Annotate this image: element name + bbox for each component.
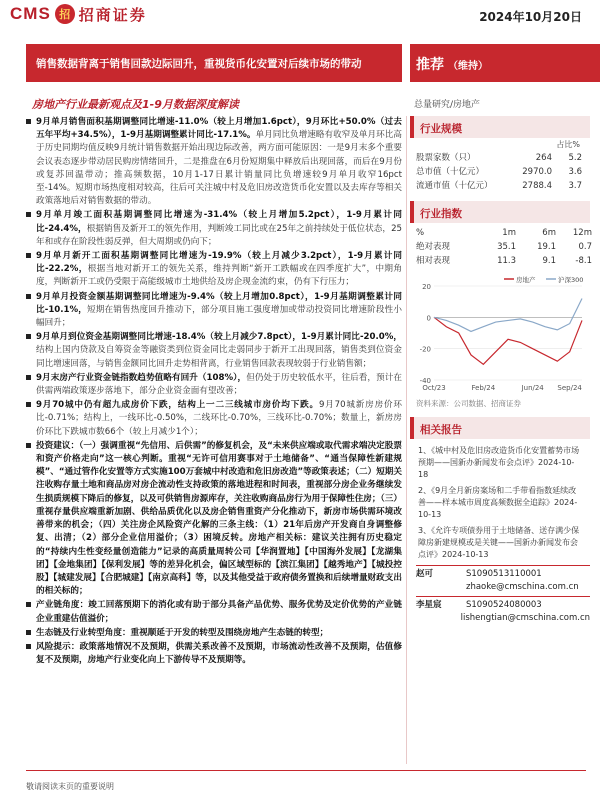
scale-pct: 5.2 [568, 153, 582, 163]
scale-pct: 3.6 [568, 167, 582, 177]
paragraph-body: 短期在销售热度回升推动下，部分项目施工强度增加或带动投资同比增速阶段性小幅回升； [36, 304, 402, 329]
paragraph-lead: 产业链角度：竣工回落预期下的消化或有助于部分具备产品优势、服务优势及定价优势的产业链企业重建估值溢价； [36, 600, 402, 624]
chart-x-tick-label: Feb/24 [471, 384, 496, 392]
bullet-paragraph [26, 291, 402, 331]
related-report-item[interactable]: 3、《允许专项债券用于土地储备、送存满少保障房新建规模或是关键——国新办新闻发布会点评》2024-10-13 [418, 526, 580, 559]
bullet-icon [26, 294, 31, 299]
bullet-icon [26, 334, 31, 339]
paragraph-lead: 9月单月销售面积基期调整同比增速-11.0%（较上月增加1.6pct），9月环比+50.0%（过去五年平均+34.5%），1-9月基期调整累计同比-17.1%。 [36, 117, 402, 141]
bullet-icon [26, 644, 31, 649]
analyst-name: 赵可 [416, 569, 434, 579]
scale-value: 2970.0 [522, 167, 552, 177]
index-v3: -8.1 [575, 256, 592, 266]
scale-label: 流通市值（十亿元） [416, 181, 493, 191]
scale-value: 2788.4 [522, 181, 552, 191]
paragraph-lead: 9月单月到位资金基期调整同比增速-18.4%（较上月减少7.8pct），1-9月累计同比-20.0%， [36, 332, 402, 343]
industry-scale-heading: 行业规模 [410, 116, 590, 138]
paragraph-lead: 9月单月竣工面积基期调整同比增速为-31.4%（较上月增加5.2pct），1-9月累计同比-24.4%， [36, 210, 402, 234]
analyst-email-row [416, 581, 590, 594]
bullet-icon [26, 212, 31, 217]
bullet-paragraph [26, 372, 402, 398]
headline: 销售数据背离于销售回款边际回升，重视货币化安置对后续市场的带动 [26, 44, 402, 82]
index-header-unit: % [416, 228, 425, 238]
index-chart [410, 272, 590, 396]
index-header-6m: 6m [542, 228, 556, 238]
scale-col-header: 占比% [556, 140, 580, 149]
scale-value: 264 [535, 153, 552, 163]
related-report-item[interactable]: 2、《9月全月新房案场和二手带看指数延续改善——样本城市周度高频数据全追踪》2024-10-13 [418, 486, 578, 519]
analyst-spacer [416, 612, 461, 625]
rating-box [410, 44, 600, 82]
chart-y-tick-label: 20 [422, 283, 431, 291]
bullet-paragraph [26, 209, 402, 249]
bullet-paragraph [26, 399, 402, 439]
rating: 推荐 [416, 57, 444, 73]
bullet-icon [26, 443, 31, 448]
headline-banner [0, 44, 600, 82]
paragraph-lead: 风险提示：政策落地情况不及预期，供需关系改善不及预期，市场流动性改善不及预期，估值修复不及预期，房地产行业变化向上下游传导不及预期等。 [36, 641, 402, 666]
paragraph-lead: 生态链及行业转型角度：重视顺延于开发的转型及围绕房地产生态链的转型； [36, 627, 329, 638]
analyst-spacer [416, 581, 466, 594]
footer-note: 敬请阅读末页的重要说明 [26, 782, 114, 791]
index-row [410, 254, 590, 268]
chart-y-tick-label: 0 [426, 314, 431, 323]
paragraph-body: 结构上国内贷款及自筹资金等融资类到位资金同比走弱同步于新开工出现回落，销售类到位资金同比增速回落，与销售金额同比回升走势相背离，行业销售回款表现较弱于行业销售额； [36, 345, 402, 369]
company-logo [10, 2, 147, 26]
bullet-icon [26, 402, 31, 407]
related-reports-heading: 相关报告 [410, 417, 590, 439]
index-label: 相对表现 [416, 256, 451, 266]
index-v2: 19.1 [537, 242, 556, 252]
analyst-email[interactable]: lishengtian@cmschina.com.cn [460, 613, 590, 623]
paragraph-body: 单月同比负增速略有收窄及单月环比高于历史同期均值反映9月统计销售数据开始出现边际改善，两方面可能原因：一是9月末多个重要会议表态逐步带动居民购房情绪回升，二是推盘在6月份短期集中释放后出现回落，而后在9月份或复苏回温带动；推高频数据，10月1-17日累计销量同比负增速较9月单月收窄16pct至-14%。短期市场热度相对较高，往后可关注城中村及危旧房改造货币化安置以及去库存等相关政策落地后对销售数据的带动。 [36, 130, 402, 207]
bullet-icon [26, 253, 31, 258]
bullet-paragraph [26, 331, 402, 371]
index-header-row [410, 226, 590, 240]
chart-legend-label: 房地产 [516, 276, 536, 284]
paragraph-lead: 9月单月新开工面积基期调整同比增速为-19.9%（较上月减少3.2pct），1-9月累计同比-22.2%， [36, 251, 402, 275]
scale-row [410, 165, 590, 179]
analyst-email-row [416, 612, 590, 625]
related-report-item[interactable]: 1、《城中村及危旧房改造货币化安置蓄势市场预期——国新办新闻发布会点评》2024-10-18 [418, 446, 580, 479]
index-v2: 9.1 [542, 256, 556, 266]
analyst-divider [416, 565, 590, 566]
logo-seal-icon: 招 [55, 4, 75, 24]
analyst-row [416, 568, 590, 581]
paragraph-body: 根据销售及新开工的领先作用，判断竣工同比或在25年之前持续处于低位状态，25年和或存在阶段性弱反弹，但大周期或仍向下； [36, 223, 402, 247]
analyst-name: 李星宸 [416, 600, 442, 610]
chart-source: 资料来源：公司数据、招商证券 [416, 399, 521, 408]
index-v1: 11.3 [497, 256, 516, 266]
analyst-row [416, 599, 590, 612]
bullet-paragraph [26, 641, 402, 667]
bullet-paragraph [26, 627, 402, 640]
index-header-1m: 1m [502, 228, 516, 238]
footer-divider [26, 770, 586, 771]
bullet-icon [26, 602, 31, 607]
analyst-id: S1090513110001 [466, 569, 542, 579]
bullet-paragraph [26, 440, 402, 598]
logo-latin: CMS [10, 4, 51, 23]
scale-label: 股票家数（只） [416, 153, 476, 163]
logo-chinese: 招商证券 [78, 5, 147, 24]
bullet-paragraph [26, 599, 402, 625]
paragraph-body: 但仍处于历史较低水平，往后看，预计在供需两端政策逐步落地下，部分企业资金面有望改善； [36, 372, 402, 397]
index-header-12m: 12m [572, 228, 592, 238]
chart-x-tick-label: Jun/24 [521, 384, 544, 392]
chart-y-tick-label: -20 [419, 345, 431, 354]
analyst-email[interactable]: zhaoke@cmschina.com.cn [466, 582, 579, 592]
chart-series-line-1 [434, 299, 582, 332]
paragraph-body: 9月70城新房房价环比-0.71%；结构上，一线环比-0.50%，二线环比-0.70%，三线环比-0.70%；数量上，新房房价环比下跌城市数66个（较上月减少1个）； [36, 400, 402, 437]
column-divider [406, 116, 407, 764]
report-date: 2024年10月20日 [479, 10, 582, 24]
bullet-icon [26, 119, 31, 124]
bullet-icon [26, 630, 31, 635]
top-bar [0, 0, 600, 30]
scale-row [410, 151, 590, 165]
analyst-divider [416, 596, 590, 597]
report-category: 总量研究/房地产 [414, 100, 481, 110]
report-subtitle: 房地产行业最新观点及1-9月数据深度解读 [32, 98, 239, 111]
rating-note: （维持） [448, 61, 488, 72]
paragraph-lead: 9月末房产行业资金链指数趋势值略有回升（108%）， [36, 372, 247, 383]
analyst-id: S1090524080003 [466, 600, 542, 610]
bullet-paragraph [26, 116, 402, 208]
bullet-paragraph [26, 250, 402, 290]
index-chart-svg [410, 272, 590, 396]
index-row [410, 240, 590, 254]
paragraph-lead: 9月70城中仍有超九成房价下跌，结构上一二三线城市房价均下跌。 [36, 400, 319, 411]
main-text-column [26, 116, 402, 768]
index-v1: 35.1 [497, 242, 516, 252]
analyst-block [410, 565, 590, 625]
scale-row [410, 179, 590, 193]
paragraph-body: 根据当地对新开工的领先关系，维持判断“新开工跌幅或在四季度扩大”，中期角度，判断新开工或仍受限于高能级城市土地供给及房企现金流约束，仍有下行压力； [36, 264, 402, 288]
index-v3: 0.7 [578, 242, 592, 252]
chart-x-tick-label: Oct/23 [422, 384, 446, 392]
index-label: 绝对表现 [416, 242, 451, 252]
scale-pct: 3.7 [568, 181, 582, 191]
scale-label: 总市值（十亿元） [416, 167, 485, 177]
industry-index-heading: 行业指数 [410, 201, 590, 223]
chart-y-tick-label: -40 [419, 377, 431, 385]
paragraph-lead: 投资建议：（一）强调重视“先信用、后供需”的修复机会，及“未来供应端或取代需求端决定股票和资产价格走向”这一核心判断。重视“无许可信用赛事对于土地储备”、“通当保障性新建规模”、“通过管作化安置等方式实施100万套城中村改造和危旧房改造”等政策表述；（二）短期关注收购存量土地和商品房对房企流动性支持政策的落地进程和时间表，重视部分房企业务继续发生损质规模下降后的修复，以及可供销售房源库存，关注收购商品房行为用于保障性住房；（三）重视存量供应端重新加剧、供给品质优化以及房企销售重资产分化推动下，新房市场供需环境改善带来的机会；（四）关注房企风险资产化解的三条主线：（1）21年后房产开发商自身调整修复、出清；（2）部分企业信用溢价；（3）困境反转。房地产相关标：建议关注拥有历史稳定的“持续内生性变经量创造能力”记录的高质量周转公司【华润置地】【中国海外发展】【龙湖集团】【金地集团】【保利发展】等的差异化机会，偏区域型标的【滨江集团】【越秀地产】【城投控股】【城建发展】【合肥城建】【南京高科】等，以及其他受益于政府债务置换和后续增量财政支出的相关标的； [36, 440, 402, 597]
industry-scale-table [410, 151, 590, 193]
paragraph-lead: 9月单月投资金额基期调整同比增速为-9.4%（较上月增加0.8pct），1-9月基期调整累计同比-10.1%， [36, 291, 402, 315]
related-reports-list [410, 439, 590, 561]
chart-x-tick-label: Sep/24 [557, 384, 582, 392]
bullet-icon [26, 375, 31, 380]
chart-legend-label: 沪深300 [558, 276, 584, 284]
sidebar [410, 116, 590, 625]
industry-index-table [410, 240, 590, 268]
